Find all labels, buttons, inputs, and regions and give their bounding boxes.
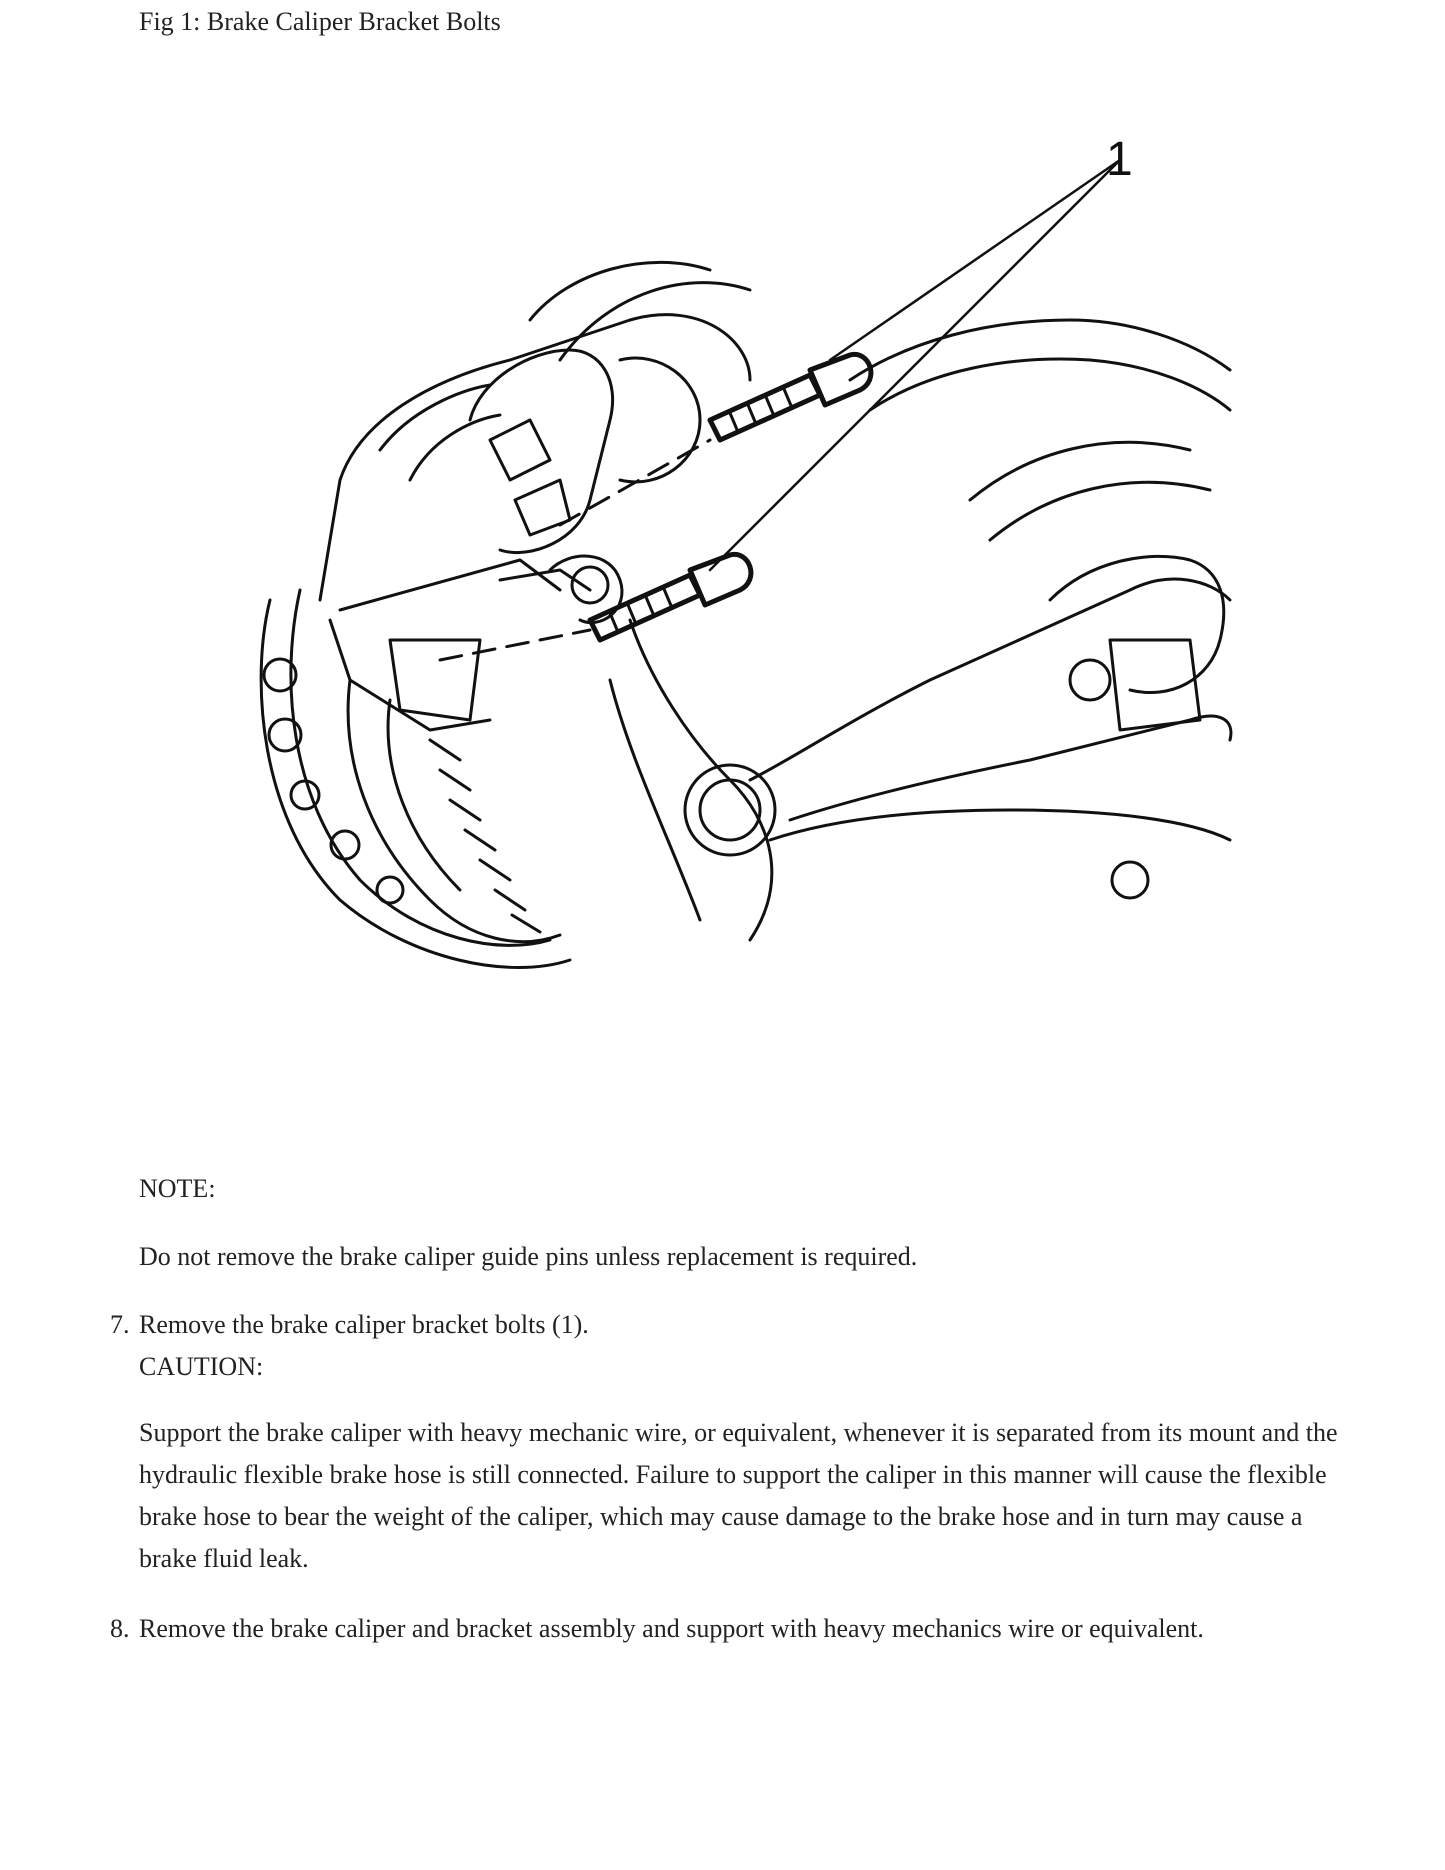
bracket-bolt-upper-drawing xyxy=(710,354,871,440)
step-text: Remove the brake caliper and bracket assembly and support with heavy mechanics wire or equivalent. xyxy=(139,1614,1204,1643)
note-text: Do not remove the brake caliper guide pins unless replacement is required. xyxy=(139,1242,918,1271)
step-text: Remove the brake caliper bracket bolts (1). xyxy=(139,1310,589,1339)
step-item xyxy=(110,1304,1360,1346)
note-label: NOTE: xyxy=(139,1174,216,1203)
rotor-drawing xyxy=(261,590,570,968)
caliper-body-drawing xyxy=(320,262,750,730)
step-number: 7. xyxy=(110,1310,130,1339)
brake-caliper-illustration xyxy=(230,120,1240,970)
caution-label: CAUTION: xyxy=(139,1352,264,1381)
figure-caption: Fig 1: Brake Caliper Bracket Bolts xyxy=(139,7,501,36)
step-number: 8. xyxy=(110,1614,130,1643)
callout-leader-lines xyxy=(710,160,1120,570)
caution-text: Support the brake caliper with heavy mechanic wire, or equivalent, whenever it is separated from its mount and the hydraulic flexible brake hose is still connected. Failure to support the caliper in this manner will cause the flexible brake hose to bear the weight of the caliper, which may cause damage to the brake hose and in turn may cause a brake fluid leak. xyxy=(139,1418,1338,1573)
brake-caliper-figure xyxy=(230,120,1240,970)
knuckle-arm-drawing xyxy=(610,320,1231,940)
callout-label: 1 xyxy=(1106,133,1133,186)
step-item xyxy=(110,1608,1360,1650)
